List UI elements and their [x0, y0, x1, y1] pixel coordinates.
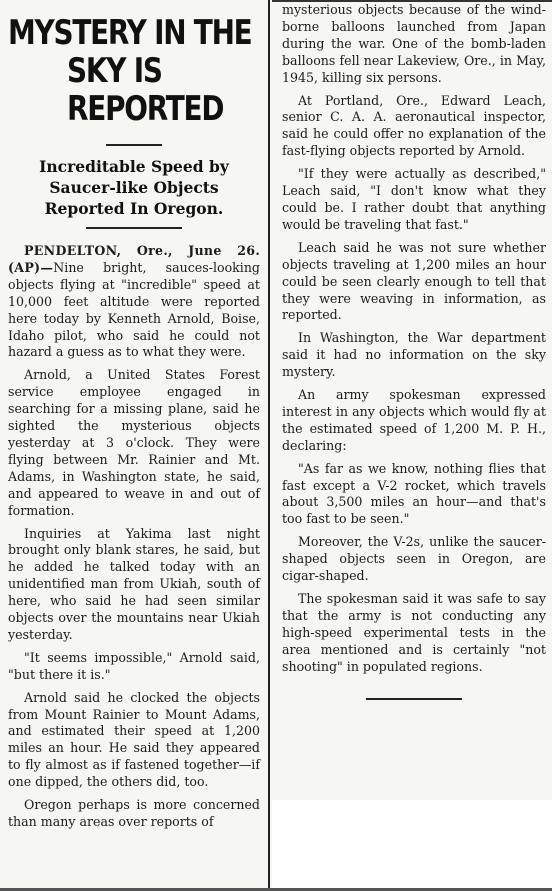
paragraph: Arnold said he clocked the objects from Mount Rainier to Mount Adams, and estimated their speed at 1,200 miles an hour. He said they appeared to fly almost as if fastened together—if one dipped, the others did, too. [8, 689, 260, 790]
paragraph: Arnold, a United States Forest service employee engaged in searching for a missing plane, said he sighted the mysterious objects yesterday at 3 o'clock. They were flying between Mr. Rainier and Mt. Adams, in Washington state, he said, and appeared to weave in and out of formation. [8, 367, 260, 518]
left-column [0, 0, 270, 891]
headline-rule [106, 144, 162, 146]
paragraph: "As far as we know, nothing flies that fast except a V-2 rocket, which travels about 3,500 miles an hour—and that's too fast to be seen." [282, 460, 546, 527]
headline-line-1: MYSTERY IN THE [8, 13, 252, 53]
paragraph: Inquiries at Yakima last night brought only blank stares, he said, but he added he talked today with an unidentified man from Ukiah, south of here, who said he had seen similar objects over the mountains near Ukiah yesterday. [8, 525, 260, 642]
dateline: PENDELTON, Ore., June 26. (AP)— [8, 243, 260, 275]
paragraph: Oregon perhaps is more concerned than many areas over reports of [8, 797, 260, 829]
end-rule [366, 698, 462, 700]
paragraph: "It seems impossible," Arnold said, "but there it is." [8, 649, 260, 682]
paragraph: "If they were actually as described," Leach said, "I don't know what they could be. I rather doubt that anything would be traveling that fast." [282, 166, 546, 232]
deck-rule [86, 227, 182, 229]
paragraph: mysterious objects because of the wind-borne balloons launched from Japan during the war. One of the bomb-laden balloons fell near Lakeview, Ore., in May, 1945, killing six persons. [282, 2, 546, 85]
headline-line-2: SKY IS REPORTED [67, 51, 224, 129]
paragraph: Moreover, the V-2s, unlike the saucer-shaped objects seen in Oregon, are cigar-shaped. [282, 534, 546, 584]
paragraph: PENDELTON, Ore., June 26. (AP)—Nine bright, sauces-looking objects flying at "incredible" speed at 10,000 feet altitude were reported here today by Kenneth Arnold, Boise, Idaho pilot, who said he could not hazard a guess as to what they were. [8, 243, 260, 360]
paragraph: Leach said he was not sure whether objects traveling at 1,200 miles an hour could be seen clearly enough to tell that they were weaving in information, as reported. [282, 239, 546, 323]
subheadline: Increditable Speed by Saucer-like Objects Reported In Oregon. [39, 157, 229, 218]
column-top-rule [272, 0, 552, 2]
right-column [272, 0, 552, 891]
headline [8, 14, 270, 128]
blank-area [272, 800, 552, 891]
paragraph: At Portland, Ore., Edward Leach, senior C. A. A. aeronautical inspector, said he could offer no explanation of the fast-flying objects reported by Arnold. [282, 92, 546, 159]
paragraph: The spokesman said it was safe to say that the army is not conducting any high-speed experimental tests in the area mentioned and is certainly "not shooting" in populated regions. [282, 591, 546, 674]
paragraph: An army spokesman expressed interest in any objects which would fly at the estimated speed of 1,200 M. P. H., declaring: [282, 387, 546, 453]
paragraph: In Washington, the War department said it had no information on the sky mystery. [282, 330, 546, 380]
